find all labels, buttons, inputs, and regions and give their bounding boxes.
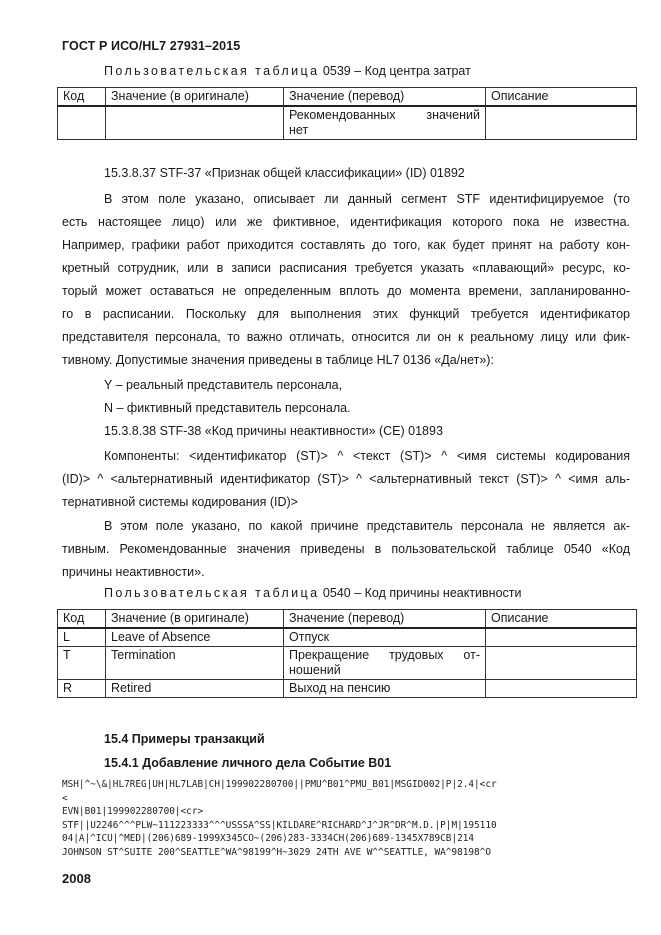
text-line: В этом поле указано, по какой причине представитель персонала не является ак- (104, 519, 630, 533)
column-header: Значение (в оригинале) (106, 610, 284, 629)
column-header: Значение (перевод) (284, 88, 486, 107)
cell-description (486, 680, 637, 698)
cell-original: Leave of Absence (106, 628, 284, 647)
cell-translation (284, 680, 486, 698)
table-row (58, 647, 637, 680)
cell-translation (284, 647, 486, 680)
cell-code: T (58, 647, 106, 680)
column-header: Описание (486, 88, 637, 107)
table-0539-caption-label: Пользовательская таблица (104, 64, 320, 78)
cell-original: Retired (106, 680, 284, 698)
table-0539 (57, 87, 637, 140)
cell-code: R (58, 680, 106, 698)
code-line: MSH|^~\&|HL7REG|UH|HL7LAB|CH|199902280700||PMU^B01^PMU_B01|MSGID002|P|2.4|<cr (62, 779, 497, 790)
table-0539-caption-title: 0539 – Код центра затрат (322, 64, 471, 78)
text-line: В этом поле указано, описывает ли данный сегмент STF идентифицируемое (то (104, 192, 630, 206)
table-0540-caption-label: Пользовательская таблица (104, 586, 320, 600)
cell-translation (284, 106, 486, 140)
table-row (58, 106, 637, 140)
cell-description (486, 628, 637, 647)
stf38-components (62, 445, 630, 514)
stf38-description (62, 515, 630, 584)
table-row (58, 680, 637, 698)
value-n: N – фиктивный представитель персонала. (104, 401, 351, 415)
code-line: 04|A|^ICU|^MED|(206)689-1999X345CO~(206)283-3334CH(206)689-1345X789CB|214 (62, 833, 475, 845)
cell-line: Прекращение трудовых от- (289, 648, 480, 662)
stf37-paragraph (62, 188, 630, 372)
text-line: есть настоящее лицо) или же фиктивное, идентификация которого пока не известна. (62, 215, 630, 229)
cell-line: Выход на пенсию (289, 681, 391, 695)
text-line: Например, графики работ приходится составлять до того, как будет принят на работу кон- (62, 238, 630, 252)
hl7-message-code (62, 778, 497, 860)
cell-line: ношений (289, 663, 341, 677)
cell-translation (284, 628, 486, 647)
cell-original (106, 106, 284, 140)
value-y: Y – реальный представитель персонала, (104, 378, 343, 392)
column-header: Значение (в оригинале) (106, 88, 284, 107)
table-0539-header-row (58, 88, 637, 107)
cell-code: L (58, 628, 106, 647)
page-number: 2008 (62, 871, 91, 886)
cell-original: Termination (106, 647, 284, 680)
stf37-heading: 15.3.8.37 STF-37 «Признак общей классификации» (ID) 01892 (104, 166, 465, 180)
code-line: < (62, 792, 68, 804)
code-line: EVN|B01|199902280700|<cr> (62, 806, 204, 818)
text-line: представителя персонала, то важно отличать, относится ли он к реальному лицу или фик- (62, 330, 630, 344)
text-line: го в расписании. Поскольку для выполнения этих функций требуется идентификатор (62, 307, 630, 321)
table-0540 (57, 609, 637, 698)
table-row (58, 628, 637, 647)
table-0539-caption (104, 64, 471, 78)
cell-line: нет (289, 123, 309, 137)
text-line: кретный сотрудник, или в записи расписания требуется указать «плавающий» ресурс, ко- (62, 261, 630, 275)
text-line: Компоненты: <идентификатор (ST)> ^ <текст (ST)> ^ <имя системы кодирования (104, 449, 630, 463)
text-line: тивному. Допустимые значения приведены в таблице HL7 0136 «Да/нет»): (62, 353, 494, 367)
text-line: тивным. Рекомендованные значения приведены в пользовательской таблице 0540 «Код (62, 542, 630, 556)
column-header: Значение (перевод) (284, 610, 486, 629)
code-line: JOHNSON ST^SUITE 200^SEATTLE^WA^98199^H~3029 24TH AVE W^^SEATTLE, WA^98198^O (62, 846, 491, 858)
cell-line: Отпуск (289, 630, 330, 644)
section-title: 15.4 Примеры транзакций (104, 732, 265, 746)
column-header: Описание (486, 610, 637, 629)
text-line: тернативной системы кодирования (ID)> (62, 495, 298, 509)
text-line: (ID)> ^ <альтернативный идентификатор (ST)> ^ <альтернативный текст (ST)> ^ <имя аль- (62, 472, 630, 486)
document-header: ГОСТ Р ИСО/HL7 27931–2015 (62, 39, 241, 53)
table-0540-caption (104, 586, 522, 600)
column-header: Код (58, 610, 106, 629)
cell-code (58, 106, 106, 140)
subsection-title: 15.4.1 Добавление личного дела Событие B01 (104, 756, 392, 770)
cell-description (486, 106, 637, 140)
cell-line: Рекомендованных значений (289, 108, 480, 122)
table-0540-header-row (58, 610, 637, 629)
code-line: STF||U2246^^^PLW~111223333^^^USSSA^SS|KILDARE^RICHARD^J^JR^DR^M.D.|P|M|195110 (62, 819, 497, 831)
stf38-heading: 15.3.8.38 STF-38 «Код причины неактивности» (CE) 01893 (104, 424, 443, 438)
text-line: торый может оставаться не определенным вплоть до момента времени, запланированно- (62, 284, 630, 298)
text-line: причины неактивности». (62, 565, 205, 579)
cell-description (486, 647, 637, 680)
column-header: Код (58, 88, 106, 107)
table-0540-caption-title: 0540 – Код причины неактивности (322, 586, 522, 600)
